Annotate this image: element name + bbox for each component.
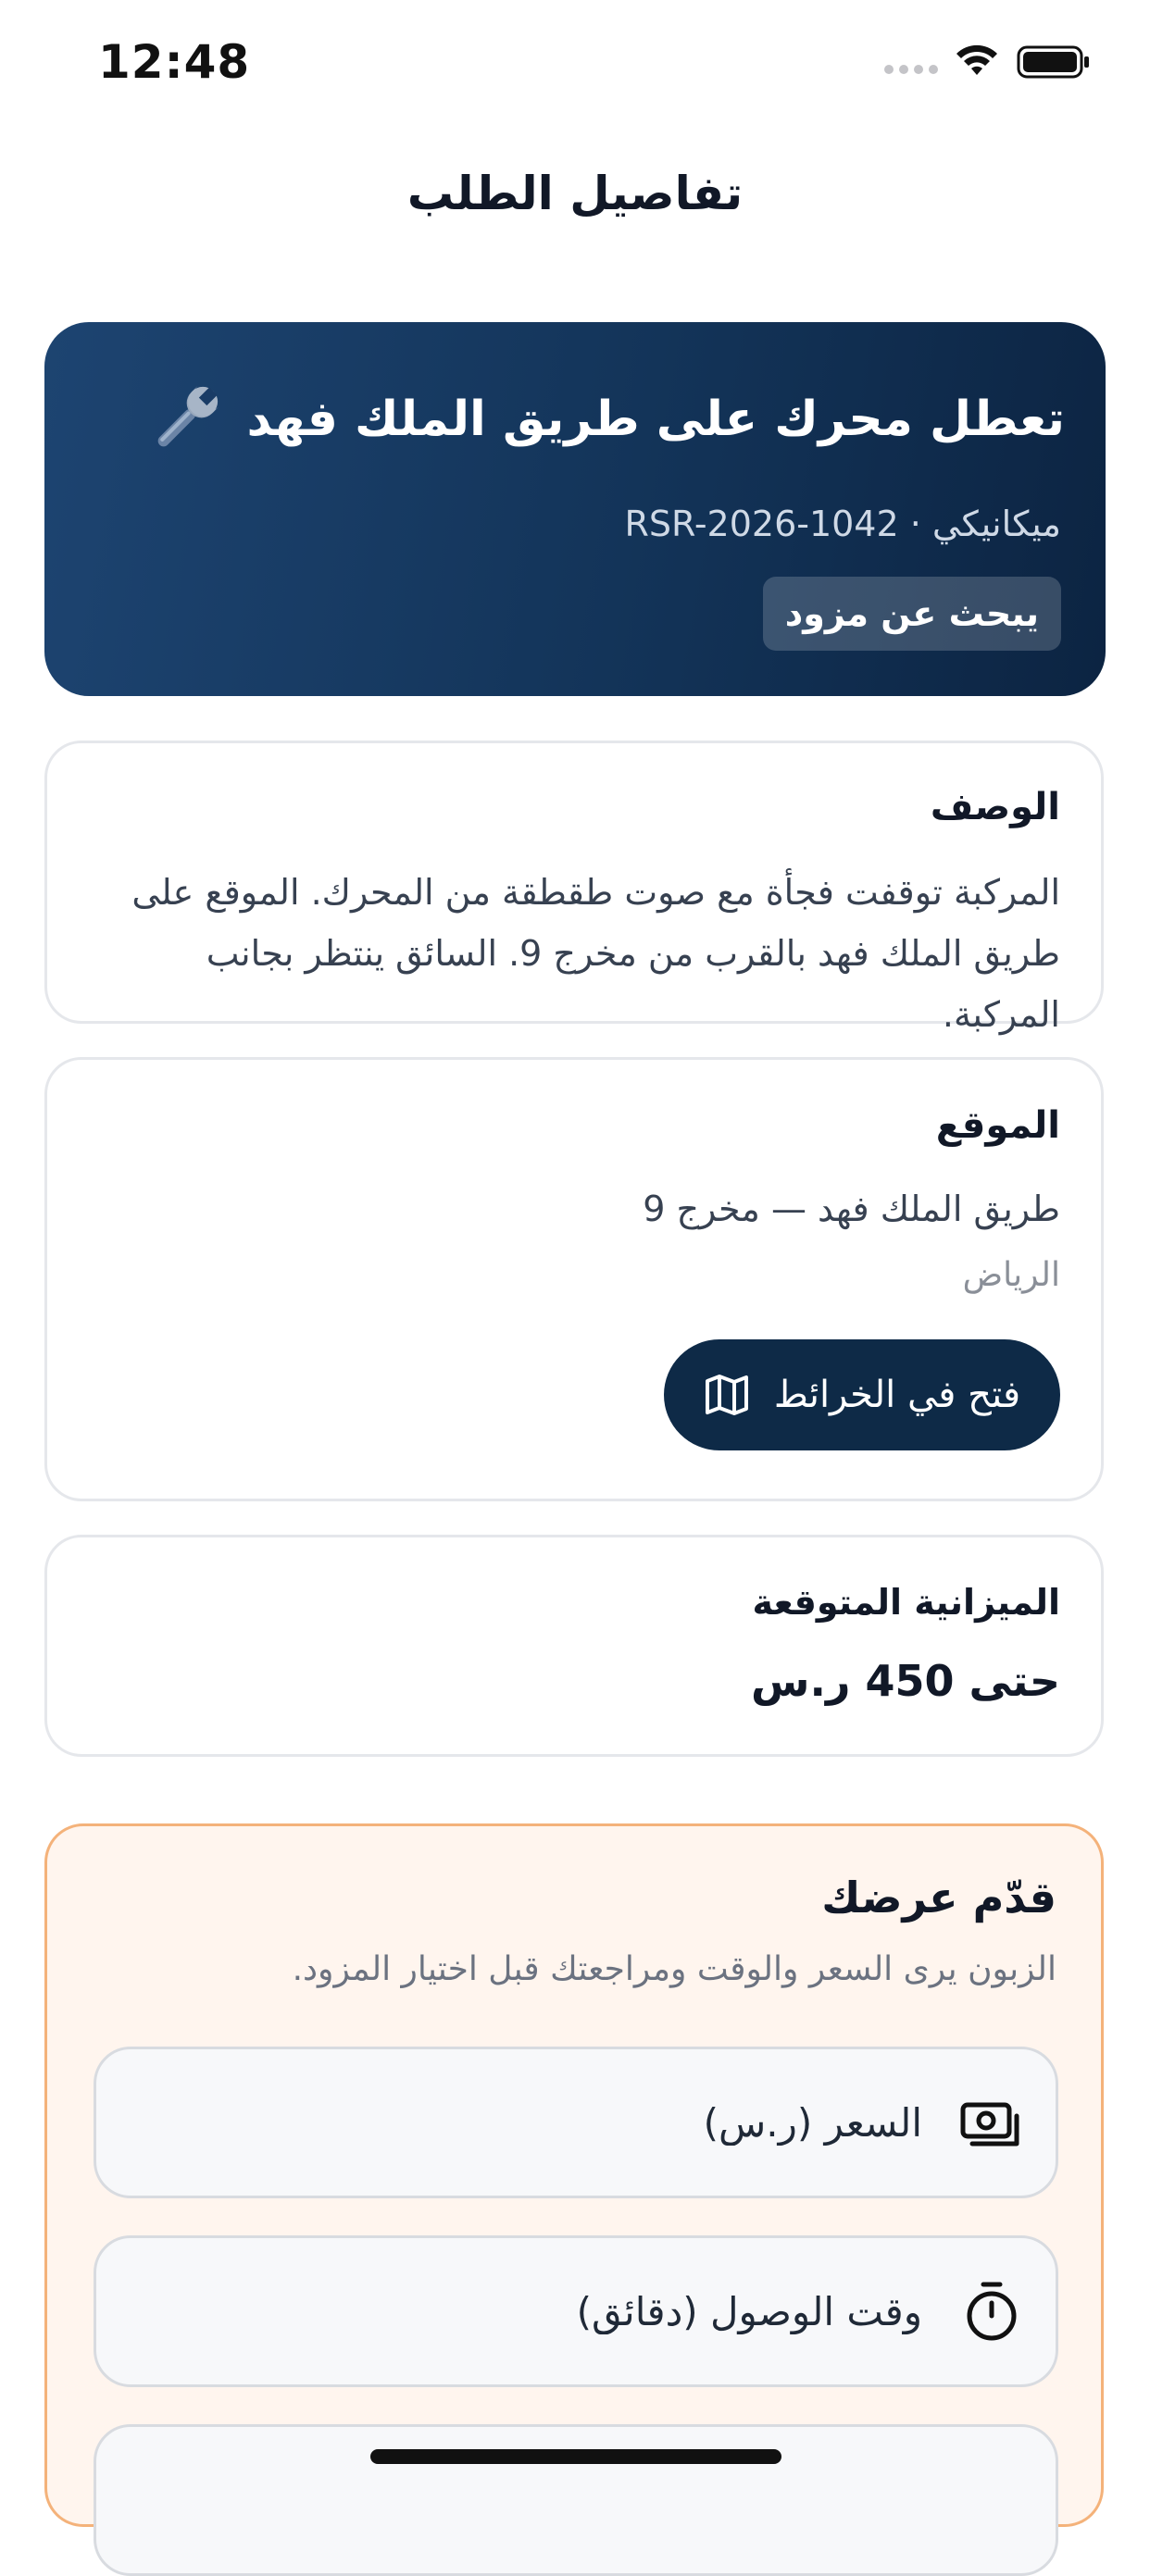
stopwatch-icon <box>959 2279 1024 2344</box>
location-address: طريق الملك فهد — مخرج 9 <box>643 1188 1060 1229</box>
offer-subtitle: الزبون يرى السعر والوقت ومراجعتك قبل اختيار المزود. <box>292 1950 1056 1988</box>
page-title: تفاصيل الطلب <box>406 167 744 220</box>
eta-input[interactable] <box>96 2288 924 2335</box>
status-badge: يبحث عن مزود <box>763 577 1061 651</box>
money-icon <box>959 2090 1024 2155</box>
budget-value: حتى 450 ر.س <box>751 1656 1060 1706</box>
submit-offer-card <box>44 1823 1104 2527</box>
map-icon <box>704 1372 750 1418</box>
request-title-row <box>145 380 1066 459</box>
location-city: الرياض <box>962 1256 1060 1294</box>
status-bar <box>0 0 1150 120</box>
battery-icon <box>1017 44 1091 80</box>
wifi-icon <box>954 42 1000 79</box>
wrench-icon <box>145 380 225 459</box>
location-card <box>44 1057 1104 1501</box>
price-field[interactable] <box>94 2047 1058 2198</box>
home-indicator <box>370 2449 781 2464</box>
description-title: الوصف <box>930 786 1060 828</box>
description-text: المركبة توقفت فجأة مع صوت طقطقة من المحرك. الموقع على طريق الملك فهد بالقرب من مخرج 9. السائق ينتظر بجانب المركبة. <box>131 872 1060 1035</box>
offer-title: قدّم عرضك <box>821 1873 1056 1923</box>
note-field[interactable] <box>94 2424 1058 2576</box>
budget-card <box>44 1535 1104 1757</box>
request-summary-card <box>44 322 1106 696</box>
location-title: الموقع <box>935 1104 1060 1147</box>
cellular-signal-icon <box>884 65 938 74</box>
budget-title: الميزانية المتوقعة <box>752 1582 1060 1623</box>
request-title: تعطل محرك على طريق الملك فهد <box>246 392 1065 447</box>
open-in-maps-label: فتح في الخرائط <box>773 1374 1021 1416</box>
eta-field[interactable] <box>94 2235 1058 2387</box>
request-meta: ميكانيكي · RSR-2026-1042 <box>624 504 1061 544</box>
description-card <box>44 740 1104 1035</box>
price-input[interactable] <box>96 2099 924 2147</box>
status-time: 12:48 <box>98 35 251 89</box>
open-in-maps-button[interactable] <box>664 1339 1060 1450</box>
